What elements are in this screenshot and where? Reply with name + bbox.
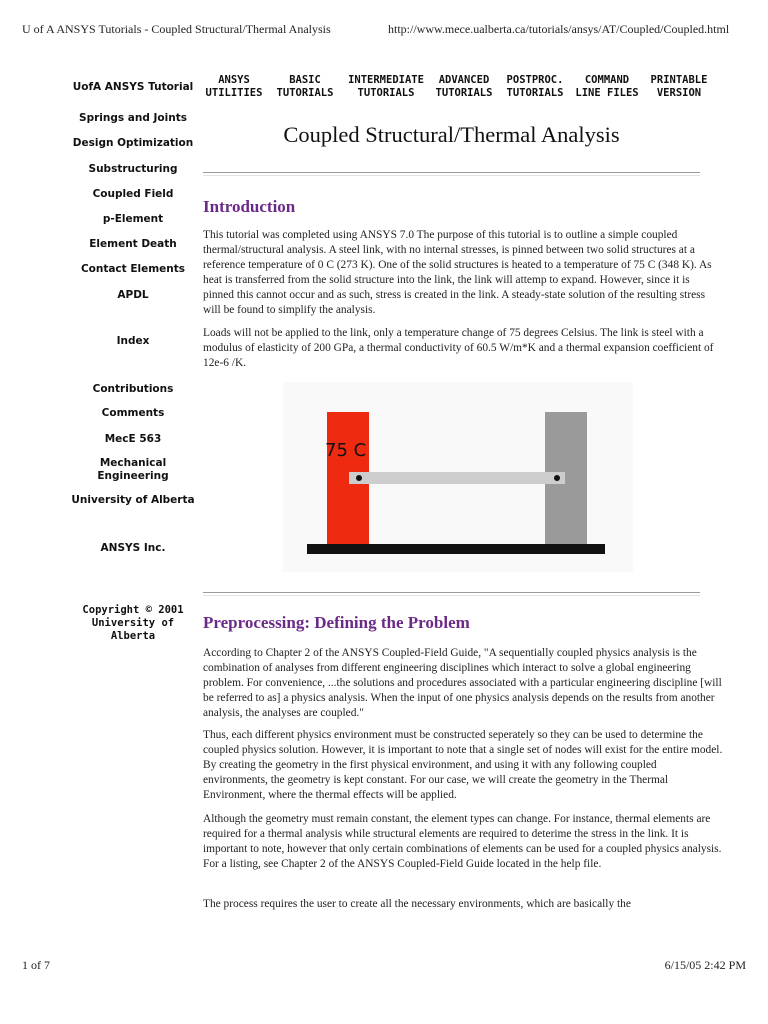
sidebar-item-p-element[interactable]: p-Element	[102, 213, 164, 225]
tab-printable-version-line2: VERSION	[656, 86, 702, 99]
sidebar-item-springs-and-joints[interactable]: Springs and Joints	[79, 112, 187, 124]
tab-command-line-files-line1: COMMAND	[584, 74, 630, 86]
print-footer	[22, 958, 746, 974]
intro-paragraph-1: This tutorial was completed using ANSYS 7.0 The purpose of this tutorial is to outline a simple coupled thermal/structural analysis. A steel link, with no internal stresses, is pinned between two solid structures at a reference temperature of 0 C (273 K). One of the solid structures is heated to a temperature of 75 C (348 K). As heat is transferred from the solid structure into the link, the link will attemp to expand. However, since it is pinned this cannot occur and as such, stress is created in the link. A steady-state solution of the resulting stress will be found to simplify the analysis.	[203, 229, 712, 316]
print-header-title: U of A ANSYS Tutorials - Coupled Structural/Thermal Analysis	[22, 22, 331, 36]
copyright-line-1: Copyright © 2001	[82, 604, 184, 616]
sidebar-item-ansys-inc[interactable]: ANSYS Inc.	[100, 542, 166, 554]
section-heading-preprocessing: Preprocessing: Defining the Problem	[203, 613, 470, 632]
sidebar-item-index[interactable]: Index	[116, 335, 150, 347]
sidebar-item-element-death[interactable]: Element Death	[89, 238, 177, 250]
tab-advanced-tutorials-line1: ADVANCED	[438, 74, 490, 86]
sidebar-item-coupled-field[interactable]: Coupled Field	[92, 188, 174, 200]
temperature-label: 75 C	[325, 440, 367, 461]
sidebar-item-mechanical[interactable]: Mechanical	[99, 457, 167, 469]
main-content	[203, 0, 723, 940]
sidebar-item-engineering[interactable]: Engineering	[97, 470, 169, 482]
sidebar-item-university-of-alberta[interactable]: University of Alberta	[71, 494, 195, 506]
preprocessing-paragraph-2: Thus, each different physics environment must be constructed seperately so they can be used to determine the coupled physics solution. However, it is important to note that a single set of nodes will exist for the entire model. By creating the geometry in the first physical environment, and using it with any following coupled environments, the geometry is kept constant. For our case, we will create the geometry in the Thermal Environment, where the thermal effects will be applied.	[203, 729, 723, 801]
tab-command-line-files-line2: LINE FILES	[575, 86, 639, 99]
preprocessing-paragraph-1: According to Chapter 2 of the ANSYS Coupled-Field Guide, "A sequentially coupled physics analysis is the combination of analyses from different engineering disciplines which interact to solve a global engineering problem. For convenience, ...the solutions and procedures associated with a particular engineering discipline [will be referred to as] a physics analysis. When the input of one physics analysis depends on the results from another analysis, the analyses are coupled."	[203, 647, 722, 719]
print-datetime: 6/15/05 2:42 PM	[664, 958, 746, 972]
divider	[203, 172, 700, 176]
sidebar-item-comments[interactable]: Comments	[101, 407, 165, 419]
sidebar-item-uofa-ansys-tutorial[interactable]: UofA ANSYS Tutorial	[72, 81, 194, 93]
preprocessing-paragraph-4: The process requires the user to create all the necessary environments, which are basically the	[203, 898, 631, 910]
divider	[203, 592, 700, 596]
sidebar-item-mece-563[interactable]: MecE 563	[104, 433, 162, 445]
link-diagram	[283, 382, 633, 572]
copyright-notice	[70, 604, 196, 643]
section-heading-introduction: Introduction	[203, 197, 296, 216]
tab-basic-tutorials-line1: BASIC	[289, 74, 321, 86]
print-header-url: http://www.mece.ualberta.ca/tutorials/ansys/AT/Coupled/Coupled.html	[388, 22, 730, 36]
sidebar-item-substructuring[interactable]: Substructuring	[88, 163, 178, 175]
steel-link	[349, 472, 565, 484]
tab-postproc-tutorials-line2: TUTORIALS	[506, 86, 564, 99]
preprocessing-paragraph-3: Although the geometry must remain constant, the element types can change. For instance, thermal elements are required for a thermal analysis while structural elements are required to deterime the stress in the link. It is important to note, however that only certain combinations of elements can be used for a coupled physics analysis. For a listing, see Chapter 2 of the ANSYS Coupled-Field Guide located in the help file.	[203, 813, 722, 870]
sidebar-item-design-optimization[interactable]: Design Optimization	[72, 137, 194, 149]
intro-paragraph-2: Loads will not be applied to the link, only a temperature change of 75 degrees Celsius. The link is steel with a modulus of elasticity of 200 GPa, a thermal conductivity of 60.5 W/m*K and a thermal expansion coefficient of 12e-6 /K.	[203, 327, 714, 369]
sidebar-item-contact-elements[interactable]: Contact Elements	[80, 263, 186, 275]
pin-joint-right	[554, 475, 560, 481]
sidebar-item-apdl[interactable]: APDL	[117, 289, 149, 301]
page-title: Coupled Structural/Thermal Analysis	[283, 122, 620, 147]
page-number: 1 of 7	[22, 958, 50, 972]
ground-base	[307, 544, 605, 554]
tab-advanced-tutorials-line2: TUTORIALS	[435, 86, 493, 99]
tab-intermediate-tutorials-line2: TUTORIALS	[357, 86, 415, 99]
copyright-line-2: University of	[91, 617, 175, 629]
tab-postproc-tutorials-line1: POSTPROC.	[506, 74, 564, 86]
sidebar-item-contributions[interactable]: Contributions	[92, 383, 174, 395]
tab-intermediate-tutorials-line1: INTERMEDIATE	[348, 74, 424, 86]
tab-ansys-utilities-line1: ANSYS	[218, 74, 250, 86]
tab-printable-version-line1: PRINTABLE	[650, 74, 708, 86]
pin-joint-left	[356, 475, 362, 481]
tab-basic-tutorials-line2: TUTORIALS	[276, 86, 334, 99]
copyright-line-3: Alberta	[110, 630, 156, 642]
tab-ansys-utilities-line2: UTILITIES	[205, 86, 263, 99]
